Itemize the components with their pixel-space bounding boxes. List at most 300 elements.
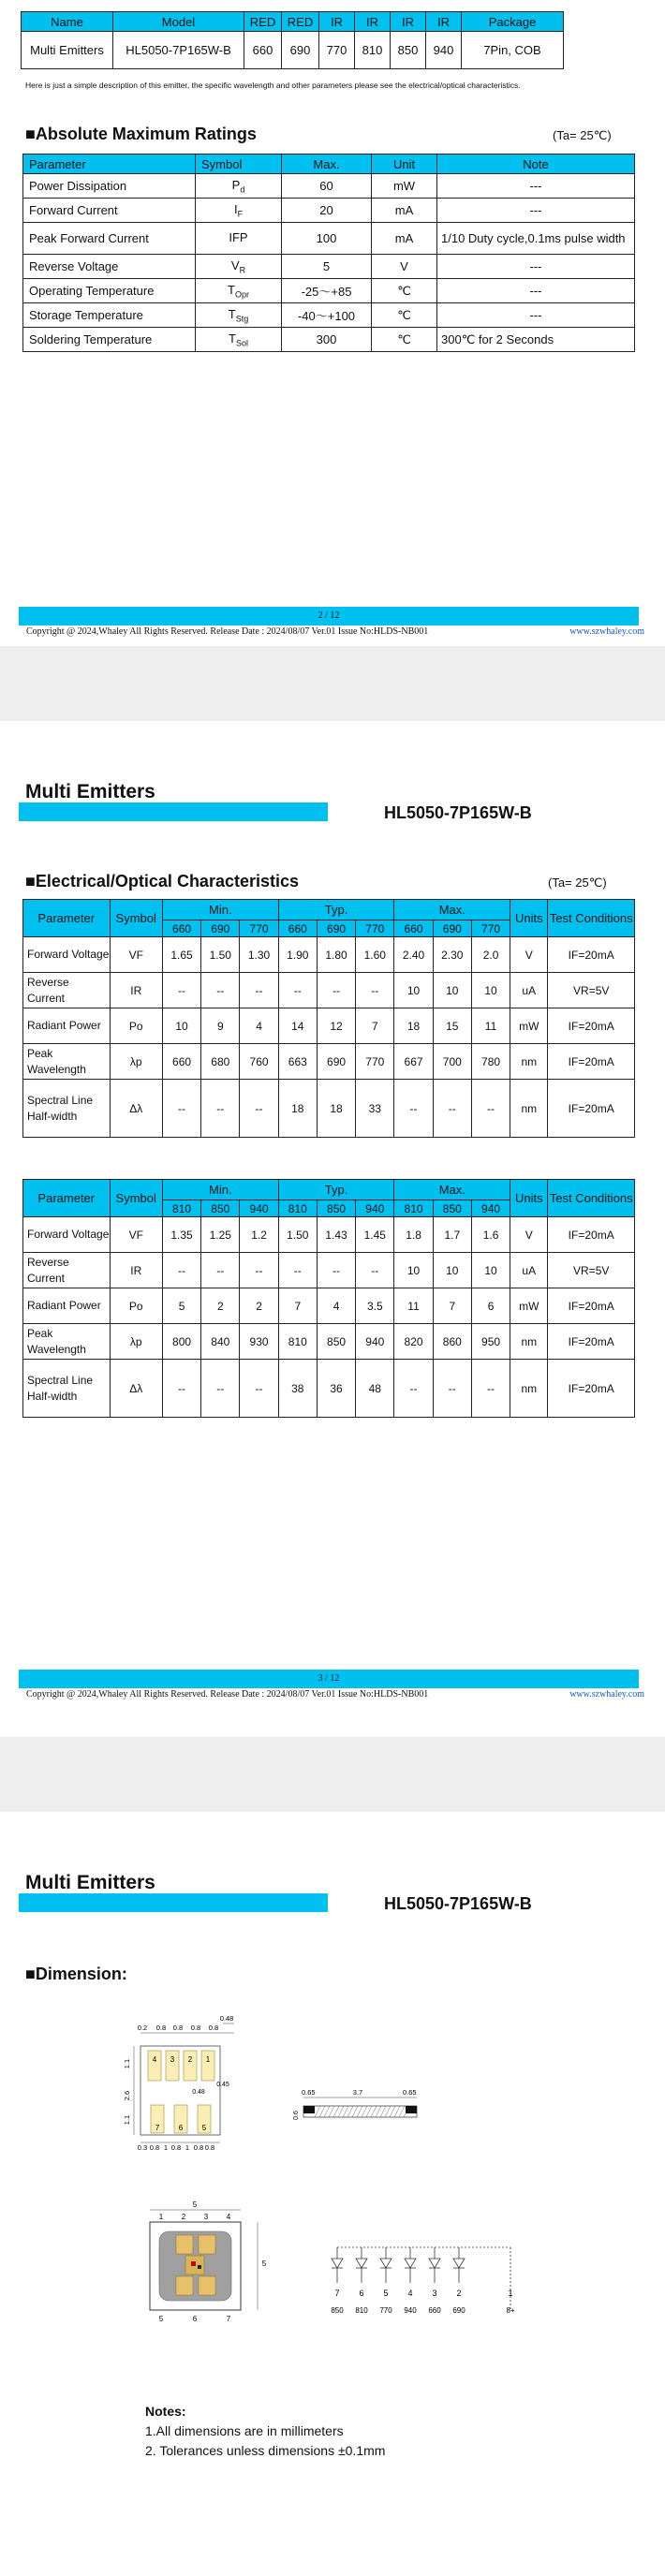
symbol-cell [196,199,282,223]
model-summary-table [21,11,564,69]
value-cell: -- [356,1253,394,1288]
value-cell: -- [162,1080,200,1138]
note-cell: --- [437,255,635,279]
dimension-label: 1.1 [123,2058,131,2069]
symbol-sub: Stg [235,314,249,324]
wavelength-label: 770 [379,2306,392,2315]
eo-row [23,1253,635,1288]
unit-cell: uA [510,1253,548,1288]
value-cell: 680 [201,1044,240,1080]
footer-copyright [26,1689,644,1700]
amr-row [23,279,635,303]
value-cell: 950 [471,1324,510,1360]
param-cell: Reverse Voltage [23,255,196,279]
value-cell: 10 [471,1253,510,1288]
pin-label: 3 [432,2289,437,2298]
param-cell: Soldering Temperature [23,328,196,352]
table-cell: 850 [391,32,426,69]
param-cell: Radiant Power [23,1008,111,1044]
symbol-main: T [228,282,235,297]
module-name: Multi Emitters [25,781,155,802]
col-header: Parameter [23,900,111,937]
col-header: Typ. [278,900,394,920]
max-cell: 5 [282,255,372,279]
value-cell: -- [201,973,240,1008]
col-header: Parameter [23,155,196,174]
dimension-label: 0.45 [216,2082,229,2088]
document-page-4 [0,1812,665,2576]
col-header: Symbol [196,155,282,174]
dimension-label: 1.1 [123,2114,131,2126]
value-cell: 663 [278,1044,317,1080]
table-cell: 7Pin, COB [462,32,564,69]
amr-row [23,328,635,352]
param-cell: Reverse Current [23,973,111,1008]
col-header: IR [426,12,462,32]
led-die [198,2265,201,2269]
wavelength-header: 810 [394,1200,433,1217]
pin-label: 2 [181,2213,186,2221]
param-cell: Peak Forward Current [23,223,196,255]
footer-page-number: 2 / 12 [19,607,639,626]
pad-label: 5 [201,2124,207,2132]
dimension-label: 2.6 [123,2090,131,2101]
value-cell: 810 [278,1324,317,1360]
value-cell: 770 [356,1044,394,1080]
unit-cell: uA [510,973,548,1008]
dimension-label: 0.8 [204,2143,215,2152]
wavelength-header: 770 [471,920,510,937]
wavelength-header: 850 [201,1200,240,1217]
pad-label: 6 [178,2124,184,2132]
symbol-main: I [233,201,238,216]
profile-pad [303,2106,315,2113]
value-cell: 1.80 [317,937,355,973]
unit-cell: V [510,1217,548,1253]
eo-row [23,1044,635,1080]
eo-row [23,1080,635,1138]
value-cell: 36 [317,1360,355,1418]
pin-label: 1 [158,2213,164,2221]
eo-group-header-row [23,1180,635,1200]
wavelength-header: 940 [240,1200,278,1217]
eo-row [23,973,635,1008]
value-cell: 1.7 [433,1217,471,1253]
website-link[interactable]: www.szwhaley.com [569,1689,644,1700]
pin-label: 4 [226,2213,231,2221]
wavelength-header: 810 [162,1200,200,1217]
pin-label: 1 [508,2289,513,2298]
unit-cell: nm [510,1324,548,1360]
diode-symbol [332,2259,343,2268]
wavelength-header: 660 [162,920,200,937]
unit-cell: mA [372,223,437,255]
symbol-sub: Sol [235,338,248,348]
unit-cell: V [510,937,548,973]
dimension-label: 0.65 [302,2088,316,2097]
param-cell: Reverse Current [23,1253,111,1288]
dimension-label: 0.8 [149,2143,160,2152]
unit-cell: ℃ [372,279,437,303]
dimension-label: 3.7 [352,2088,363,2097]
value-cell: 38 [278,1360,317,1418]
value-cell: -- [201,1360,240,1418]
param-cell: Operating Temperature [23,279,196,303]
dimension-label: 0.8 [190,2024,201,2032]
value-cell: -- [394,1360,433,1418]
eo-row [23,1324,635,1360]
value-cell: 860 [433,1324,471,1360]
symbol-sub: Opr [234,289,249,300]
col-header: Units [510,1180,548,1217]
pin-label: 5 [158,2315,164,2323]
eo-characteristics-table-red [22,899,635,1138]
diode-symbol [453,2259,465,2268]
ambient-temp-note: (Ta= 25℃) [548,876,607,890]
symbol-main: V [230,258,240,272]
diode-symbol [429,2259,440,2268]
dimension-label: 0.8 [208,2024,219,2032]
pin-label: 5 [383,2289,389,2298]
eo-row [23,1288,635,1324]
col-header: Unit [372,155,437,174]
symbol-cell [196,279,282,303]
unit-cell: mW [510,1008,548,1044]
value-cell: 10 [433,1253,471,1288]
note-cell: --- [437,174,635,199]
col-header: Model [113,12,244,32]
value-cell: 12 [317,1008,355,1044]
value-cell: 2 [240,1288,278,1324]
pad-label: 3 [170,2055,175,2064]
param-cell: Peak Wavelength [23,1044,111,1080]
max-cell: 100 [282,223,372,255]
value-cell: -- [278,973,317,1008]
unit-cell: mW [372,174,437,199]
value-cell: -- [240,1080,278,1138]
wavelength-label: 810 [355,2306,368,2315]
condition-cell: IF=20mA [548,1217,635,1253]
param-cell: Storage Temperature [23,303,196,328]
col-header: Note [437,155,635,174]
symbol-sub: d [240,184,245,195]
col-header: RED [282,12,319,32]
value-cell: 820 [394,1324,433,1360]
die-pad [199,2276,215,2295]
value-cell: -- [201,1253,240,1288]
wavelength-header: 660 [278,920,317,937]
symbol-cell: Po [110,1008,162,1044]
value-cell: 1.43 [317,1217,355,1253]
param-cell: Forward Voltage [23,1217,111,1253]
package-top-view-drawing [140,2196,300,2355]
value-cell: -- [394,1080,433,1138]
dimension-label: 0.8 [193,2143,204,2152]
unit-cell: nm [510,1360,548,1418]
col-header: IR [391,12,426,32]
dimension-label: 1 [163,2143,169,2152]
value-cell: 18 [317,1080,355,1138]
dimension-label: 0.6 [293,2111,300,2120]
value-cell: 9 [201,1008,240,1044]
pin-label: 7 [334,2289,340,2298]
col-header: Symbol [110,1180,162,1217]
value-cell: 18 [278,1080,317,1138]
notes-block [145,2402,385,2461]
wavelength-header: 770 [356,920,394,937]
value-cell: 1.45 [356,1217,394,1253]
amr-row [23,199,635,223]
col-header: Parameter [23,1180,111,1217]
value-cell: 4 [240,1008,278,1044]
ambient-temp-note: (Ta= 25℃) [553,128,612,142]
copyright-text: Copyright @ 2024,Whaley All Rights Reserved. Release Date : 2024/08/07 Ver.01 Issue No:HLDS-NB001 [26,1689,429,1700]
value-cell: 4 [317,1288,355,1324]
symbol-cell [196,223,282,255]
dimension-label: 5 [261,2260,267,2268]
condition-cell: IF=20mA [548,1080,635,1138]
value-cell: -- [471,1360,510,1418]
document-page-3 [0,721,665,1737]
value-cell: 10 [433,973,471,1008]
param-cell: Peak Wavelength [23,1324,111,1360]
value-cell: 10 [394,1253,433,1288]
col-header: Typ. [278,1180,394,1200]
value-cell: -- [356,973,394,1008]
value-cell: 940 [356,1324,394,1360]
website-link[interactable]: www.szwhaley.com [569,626,644,637]
value-cell: -- [162,1360,200,1418]
condition-cell: IF=20mA [548,937,635,973]
wavelength-label: 940 [404,2306,417,2315]
unit-cell: nm [510,1080,548,1138]
part-number: HL5050-7P165W-B [384,803,532,822]
pad-label: 2 [187,2055,193,2064]
wavelength-header: 660 [394,920,433,937]
electrical-optical-title: ■Electrical/Optical Characteristics [25,872,300,891]
symbol-cell [196,328,282,352]
amr-header-row [23,155,635,174]
dimension-label: 0.8 [170,2143,182,2152]
value-cell: -- [240,1253,278,1288]
value-cell: -- [201,1080,240,1138]
dimension-label: 0.8 [155,2024,167,2032]
col-header: Name [22,12,113,32]
param-cell: Spectral Line Half-width [23,1360,111,1418]
condition-cell: IF=20mA [548,1324,635,1360]
value-cell: -- [240,1360,278,1418]
note-item: 1.All dimensions are in millimeters [145,2423,344,2438]
max-cell: 300 [282,328,372,352]
dimension-label: 0.65 [403,2088,417,2097]
pin-label: 4 [407,2289,413,2298]
value-cell: 1.8 [394,1217,433,1253]
amr-row [23,223,635,255]
symbol-cell [196,303,282,328]
wavelength-label: 660 [428,2306,441,2315]
value-cell: 10 [471,973,510,1008]
wavelength-header: 690 [201,920,240,937]
unit-cell: ℃ [372,303,437,328]
symbol-cell: VF [110,937,162,973]
part-number: HL5050-7P165W-B [384,1894,532,1913]
col-header: Max. [282,155,372,174]
value-cell: 11 [471,1008,510,1044]
common-label: 8+ [506,2306,515,2315]
description-text: Here is just a simple description of this emitter, the specific wavelength and other parameters please see the electrical/optical characteristics. [25,81,521,90]
value-cell: 6 [471,1288,510,1324]
value-cell: 1.60 [356,937,394,973]
col-header: Symbol [110,900,162,937]
value-cell: 10 [394,973,433,1008]
value-cell: -- [433,1360,471,1418]
symbol-main: T [228,306,236,321]
value-cell: -- [471,1080,510,1138]
dimension-label: 1 [185,2143,190,2152]
value-cell: 840 [201,1324,240,1360]
max-cell: 20 [282,199,372,223]
pin-label: 3 [203,2213,209,2221]
note-cell: --- [437,199,635,223]
value-cell: -- [278,1253,317,1288]
value-cell: 667 [394,1044,433,1080]
symbol-cell: λp [110,1044,162,1080]
value-cell: 11 [394,1288,433,1324]
symbol-sub: R [239,265,246,275]
value-cell: 5 [162,1288,200,1324]
module-name: Multi Emitters [25,1872,155,1893]
value-cell: 700 [433,1044,471,1080]
param-cell: Spectral Line Half-width [23,1080,111,1138]
eo-row [23,937,635,973]
pad-label: 1 [205,2055,211,2064]
value-cell: 7 [433,1288,471,1324]
notes-title: Notes: [145,2404,186,2419]
param-cell: Forward Current [23,199,196,223]
value-cell: 2.30 [433,937,471,973]
unit-cell: mW [510,1288,548,1324]
col-header: IR [355,12,391,32]
max-cell: -25～+85 [282,279,372,303]
document-page-2 [0,0,665,646]
param-cell: Radiant Power [23,1288,111,1324]
col-header: Min. [162,900,278,920]
col-header: Max. [394,900,510,920]
dimension-label: 0.8 [172,2024,184,2032]
model-summary-header-row [22,12,564,32]
param-cell: Forward Voltage [23,937,111,973]
unit-cell: mA [372,199,437,223]
symbol-cell: Δλ [110,1080,162,1138]
condition-cell: IF=20mA [548,1008,635,1044]
note-cell: --- [437,279,635,303]
footer-page-number: 3 / 12 [19,1670,639,1688]
wavelength-header: 770 [240,920,278,937]
value-cell: 10 [162,1008,200,1044]
col-header: RED [244,12,282,32]
value-cell: 1.50 [201,937,240,973]
symbol-cell: Δλ [110,1360,162,1418]
value-cell: 1.25 [201,1217,240,1253]
wavelength-header: 810 [278,1200,317,1217]
note-item: 2. Tolerances unless dimensions ±0.1mm [145,2443,386,2458]
led-die [191,2261,196,2266]
header-accent-bar [19,802,328,821]
col-header: Test Conditions [548,1180,635,1217]
condition-cell: IF=20mA [548,1044,635,1080]
value-cell: 33 [356,1080,394,1138]
symbol-cell: IR [110,1253,162,1288]
value-cell: 1.35 [162,1217,200,1253]
symbol-cell: IR [110,973,162,1008]
value-cell: -- [162,973,200,1008]
col-header: Min. [162,1180,278,1200]
table-cell: Multi Emitters [22,32,113,69]
table-cell: 690 [282,32,319,69]
amr-row [23,174,635,199]
side-profile-drawing [290,2083,440,2140]
col-header: Max. [394,1180,510,1200]
unit-cell: V [372,255,437,279]
profile-pad [406,2106,417,2113]
value-cell: 800 [162,1324,200,1360]
wavelength-header: 850 [433,1200,471,1217]
value-cell: 930 [240,1324,278,1360]
condition-cell: IF=20mA [548,1360,635,1418]
table-cell: 940 [426,32,462,69]
wavelength-header: 940 [471,1200,510,1217]
diode-symbol [380,2259,392,2268]
col-header: Package [462,12,564,32]
amr-row [23,303,635,328]
symbol-cell: λp [110,1324,162,1360]
eo-row [23,1008,635,1044]
wavelength-header: 690 [433,920,471,937]
value-cell: 760 [240,1044,278,1080]
value-cell: 3.5 [356,1288,394,1324]
table-cell: 660 [244,32,282,69]
table-cell: 810 [355,32,391,69]
symbol-main: IFP [229,229,248,244]
value-cell: 15 [433,1008,471,1044]
dimension-label: 5 [192,2201,198,2209]
value-cell: 1.2 [240,1217,278,1253]
condition-cell: VR=5V [548,973,635,1008]
unit-cell: nm [510,1044,548,1080]
die-pad [176,2276,193,2295]
diode-symbol [356,2259,367,2268]
note-cell: --- [437,303,635,328]
table-cell: 770 [319,32,355,69]
footer-copyright [26,626,644,637]
pin-label: 6 [359,2289,364,2298]
col-header: Test Conditions [548,900,635,937]
amr-row [23,255,635,279]
value-cell: 48 [356,1360,394,1418]
wavelength-header: 850 [317,1200,355,1217]
condition-cell: IF=20mA [548,1288,635,1324]
dimension-label: 0.48 [219,2014,234,2023]
symbol-cell [196,255,282,279]
copyright-text: Copyright @ 2024,Whaley All Rights Reserved. Release Date : 2024/08/07 Ver.01 Issue No:HLDS-NB001 [26,626,429,637]
dimension-label: 0.48 [192,2089,205,2096]
absolute-max-ratings-table [22,154,635,352]
eo-group-header-row [23,900,635,920]
value-cell: 660 [162,1044,200,1080]
value-cell: -- [240,973,278,1008]
param-cell: Power Dissipation [23,174,196,199]
pin-label: 7 [226,2315,231,2323]
